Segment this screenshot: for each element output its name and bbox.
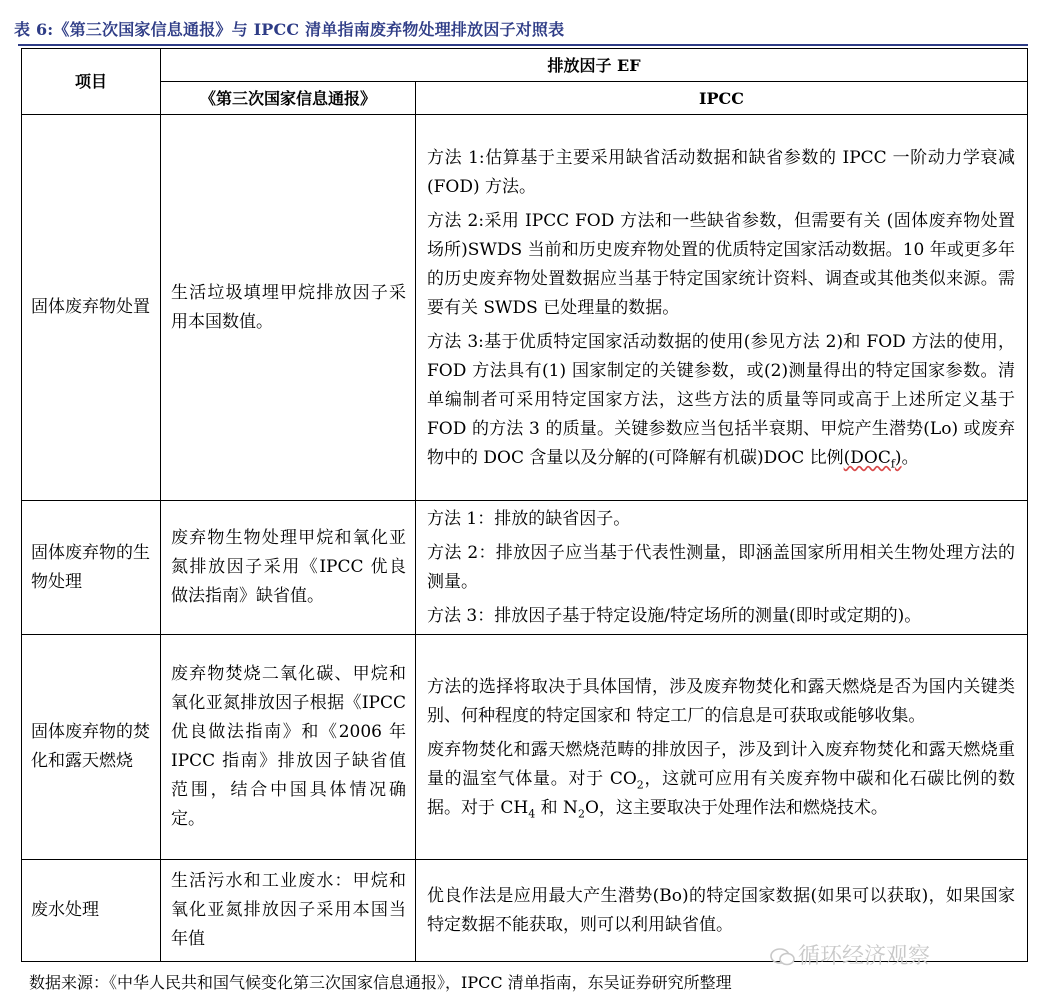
watermark-text: 循环经济观察	[798, 944, 931, 969]
ipcc-method-1: 方法 1：排放的缺省因子。	[427, 509, 631, 529]
ipcc-method-3-text: 方法 3:基于优质特定国家活动数据的使用(参见方法 2)和 FOD 方法的使用，FOD 方法具有(1) 国家制定的关键参数，或(2)测量得出的特定国家参数。清单编制者可采用特定国家方法，这些方法的质量等同或高于上述所定义基于 FOD 的方法 3 的质量。关键参数应当包括半衰期、甲烷产生潜势(Lo) 或废弃物中的 DOC 含量以及分解的(可降解有机碳)DOC 比例	[427, 331, 1016, 468]
table-title: 表 6:《第三次国家信息通报》与 IPCC 清单指南废弃物处理排放因子对照表	[14, 20, 565, 39]
ipcc-method-3	[427, 328, 1015, 473]
ipcc-method-1: 方法 1:估算基于主要采用缺省活动数据和缺省参数的 IPCC 一阶动力学衰减(FOD) 方法。	[427, 147, 1016, 197]
row-national: 生活污水和工业废水：甲烷和氧化亚氮排放因子采用本国当年值	[161, 860, 416, 962]
doc-f-term: $(DOC_f)$	[843, 447, 902, 470]
row-national: 废弃物生物处理甲烷和氧化亚氮排放因子采用《IPCC 优良做法指南》缺省值。	[161, 501, 416, 635]
ipcc-paragraph-1: 优良作法是应用最大产生潜势(Bo)的特定国家数据(如果可以获取)，如果国家特定数据不能获取，则可以利用缺省值。	[427, 886, 1016, 935]
table-row	[22, 635, 1028, 860]
title-rule	[18, 44, 1028, 46]
header-ipcc: IPCC	[416, 82, 1028, 115]
table-row	[22, 115, 1028, 501]
emission-factor-table	[21, 48, 1028, 962]
ipcc-method-3: 方法 3：排放因子基于特定设施/特定场所的测量(即时或定期的)。	[427, 606, 922, 626]
header-ef: 排放因子 EF	[161, 49, 1028, 82]
row-item: 固体废弃物的生物处理	[22, 501, 161, 635]
row-ipcc	[416, 635, 1028, 860]
ipcc-paragraph-2: 废弃物焚化和露天燃烧范畴的排放因子，涉及到计入废弃物焚化和露天燃烧重量的温室气体量。对于 $CO_2$，这就可应用有关废弃物中碳和化石碳比例的数据。对于 $CH_4$ 和 $N_2O$，这主要取决于处理作法和燃烧技术。	[427, 739, 1016, 820]
table-row	[22, 501, 1028, 635]
ipcc-method-2: 方法 2:采用 IPCC FOD 方法和一些缺省参数，但需要有关 (固体废弃物处置场所)SWDS 当前和历史废弃物处置的优质特定国家活动数据。10 年或更多年的历史废弃物处置数据应当基于特定国家统计资料、调查或其他类似来源。需要有关 SWDS 已处理量的数据。	[427, 210, 1016, 318]
header-national: 《第三次国家信息通报》	[161, 82, 416, 115]
ipcc-paragraph-1: 方法的选择将取决于具体国情，涉及废弃物焚化和露天燃烧是否为国内关键类别、何种程度的特定国家和 特定工厂的信息是可获取或能够收集。	[427, 676, 1016, 726]
header-item: 项目	[22, 49, 161, 115]
row-national: 生活垃圾填埋甲烷排放因子采用本国数值。	[161, 115, 416, 501]
row-item: 固体废弃物的焚化和露天燃烧	[22, 635, 161, 860]
row-ipcc	[416, 115, 1028, 501]
ipcc-method-3-end: 。	[901, 447, 919, 468]
row-item: 废水处理	[22, 860, 161, 962]
watermark	[770, 939, 930, 970]
ipcc-method-2: 方法 2：排放因子应当基于代表性测量，即涵盖国家所用相关生物处理方法的测量。	[427, 543, 1016, 592]
source-note: 数据来源：《中华人民共和国气候变化第三次国家信息通报》，IPCC 清单指南，东吴证券研究所整理	[29, 973, 732, 992]
row-ipcc	[416, 501, 1028, 635]
row-national: 废弃物焚烧二氧化碳、甲烷和氧化亚氮排放因子根据《IPCC 优良做法指南》和《2006 年 IPCC 指南》排放因子缺省值范围，结合中国具体情况确定。	[161, 635, 416, 860]
row-item: 固体废弃物处置	[22, 115, 161, 501]
row-ipcc	[416, 860, 1028, 962]
wechat-icon	[770, 947, 796, 967]
